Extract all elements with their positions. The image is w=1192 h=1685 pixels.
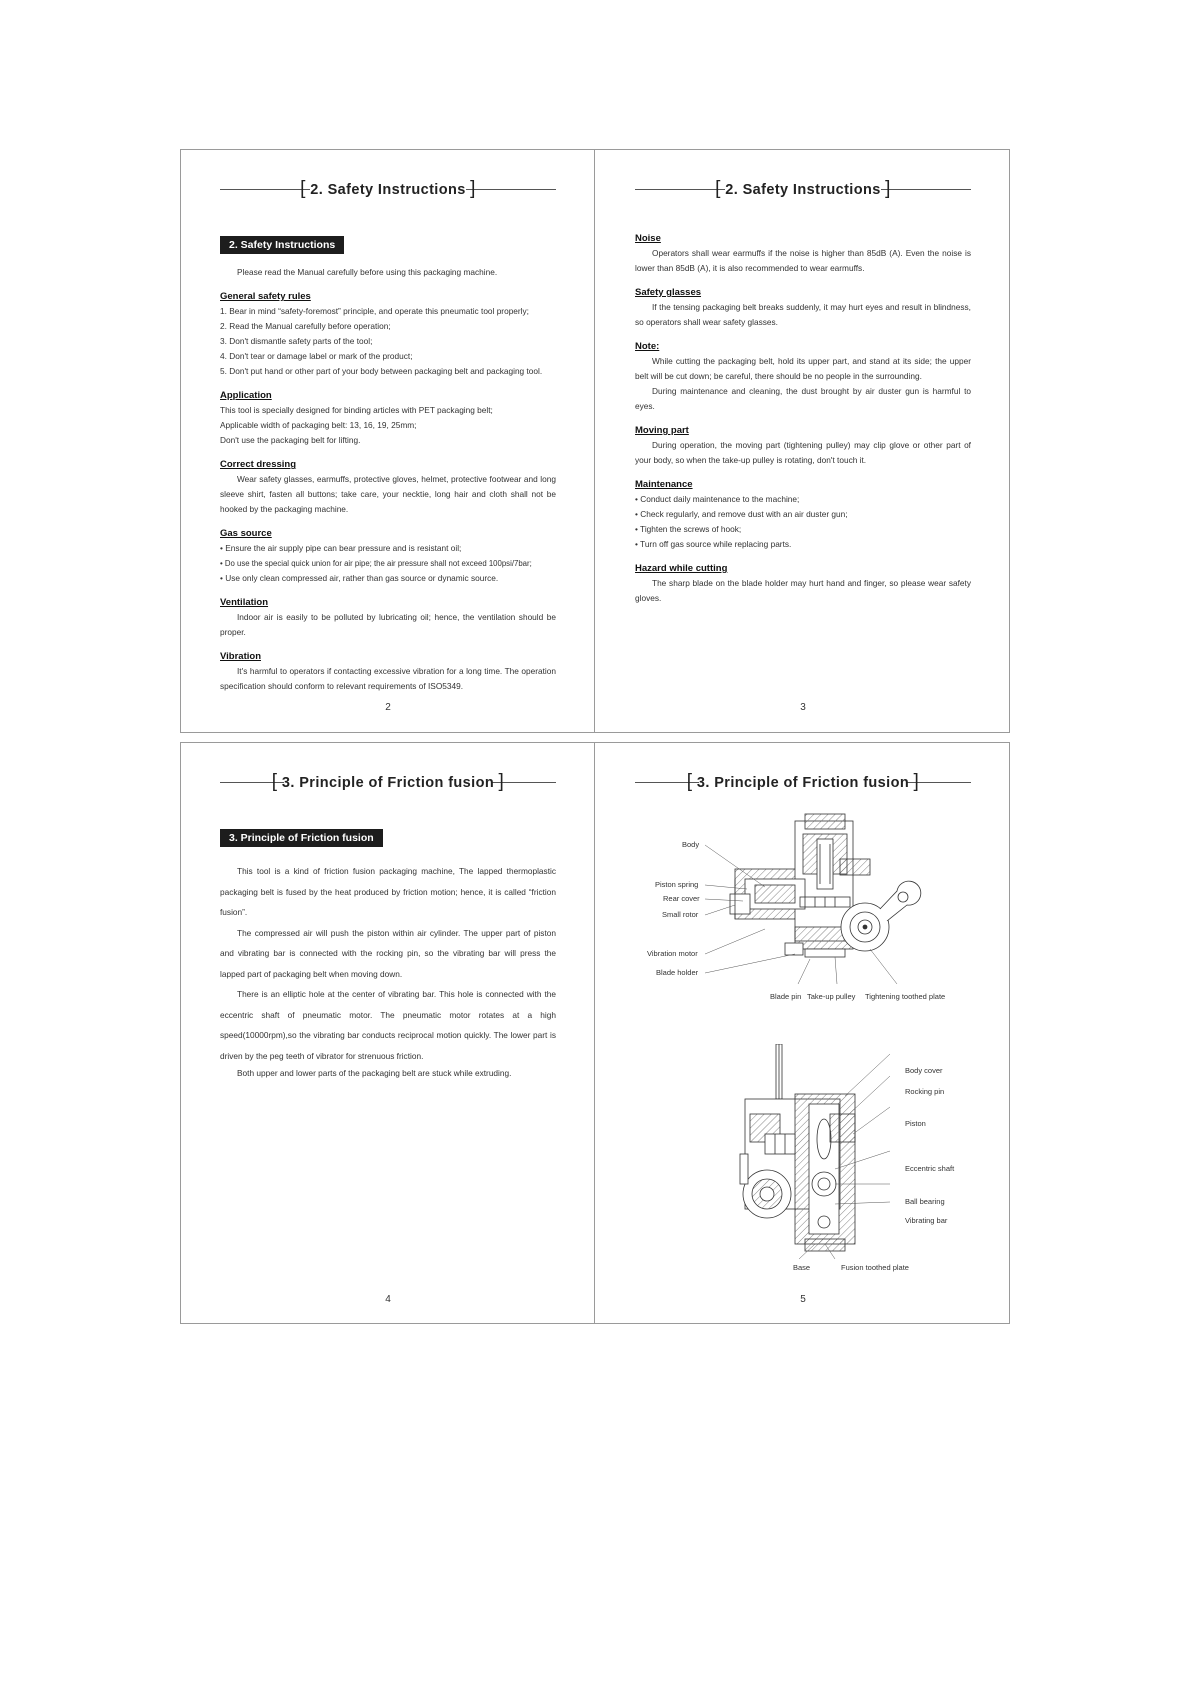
paragraph: Operators shall wear earmuffs if the noise is higher than 85dB (A). Even the noise is lower than 85dB (A), it is also recommended to wear earmuffs.: [635, 248, 971, 273]
page-3: [635, 176, 971, 721]
section-title: Safety glasses: [635, 287, 702, 298]
paragraph: Indoor air is easily to be polluted by lubricating oil; hence, the ventilation should be proper.: [220, 612, 556, 637]
part-label: Base: [793, 1263, 811, 1272]
part-label: Vibration motor: [647, 949, 698, 958]
paragraph: It's harmful to operators if contacting excessive vibration for a long time. The operation specification should conform to relevant requirements of ISO5349.: [220, 666, 556, 691]
section-title: Moving part: [635, 425, 689, 436]
paragraph: While cutting the packaging belt, hold its upper part, and stand at its side; the upper belt will be cut down; be careful, there should be no people in the surrounding.: [635, 356, 971, 381]
paragraph: During maintenance and cleaning, the dust brought by air duster gun is harmful to eyes.: [635, 386, 971, 411]
page-header: [ 2. Safety Instructions ]: [220, 176, 556, 202]
paragraph: The compressed air will push the piston within air cylinder. The upper part of piston and vibrating bar is connected with the rocking pin, so the vibrating bar will press the lapped part of packaging belt when moving down.: [220, 927, 556, 979]
section-title: Note:: [635, 341, 660, 352]
part-label: Piston: [905, 1119, 926, 1128]
part-label: Small rotor: [662, 910, 699, 919]
paragraph: This tool is a kind of friction fusion packaging machine, The lapped thermoplastic packaging belt is fused by the heat produced by friction motion; hence, it is called “friction fusion”.: [220, 866, 556, 917]
section-title: Ventilation: [220, 597, 269, 608]
section-title: Gas source: [220, 528, 272, 539]
part-label: Piston spring: [655, 880, 699, 889]
list-item: • Conduct daily maintenance to the machine;: [635, 494, 800, 504]
paragraph: If the tensing packaging belt breaks suddenly, it may hurt eyes and result in blindness, so operators shall wear safety glasses.: [635, 302, 971, 327]
list-item: 4. Don't tear or damage label or mark of the product;: [220, 351, 413, 361]
list-item: • Use only clean compressed air, rather than gas source or dynamic source.: [220, 573, 499, 583]
part-label: Eccentric shaft: [905, 1164, 955, 1173]
page-4: [220, 769, 556, 1314]
page-header-text: 2. Safety Instructions: [310, 182, 466, 198]
list-item: Don't use the packaging belt for lifting.: [220, 435, 361, 445]
page-number: 3: [800, 702, 806, 713]
section-title: General safety rules: [220, 291, 311, 302]
paragraph: Wear safety glasses, earmuffs, protective gloves, helmet, protective footwear and long sleeve shirt, fasten all buttons; take care, your necktie, long hair and cloth shall not be hooked by the packaging machine.: [220, 474, 556, 514]
part-label: Rocking pin: [905, 1087, 945, 1096]
part-label: Take-up pulley: [807, 992, 856, 1001]
section-title: Hazard while cutting: [635, 563, 728, 574]
part-label: Body: [682, 840, 700, 849]
section-title: Maintenance: [635, 479, 693, 490]
part-label: Vibrating bar: [905, 1216, 948, 1225]
page-header-text: 2. Safety Instructions: [725, 182, 881, 198]
list-item: 1. Bear in mind “safety-foremost” principle, and operate this pneumatic tool properly;: [220, 306, 529, 316]
paragraph: Both upper and lower parts of the packaging belt are stuck while extruding.: [237, 1068, 512, 1078]
page-number: 4: [385, 1294, 391, 1305]
list-item: 5. Don't put hand or other part of your body between packaging belt and packaging tool.: [220, 366, 543, 376]
list-item: Applicable width of packaging belt: 13, 16, 19, 25mm;: [220, 420, 417, 430]
intro-text: Please read the Manual carefully before using this packaging machine.: [237, 267, 498, 277]
page-header: [ 3. Principle of Friction fusion ]: [220, 769, 556, 795]
page-header-text: 3. Principle of Friction fusion: [281, 775, 495, 791]
page-2: [220, 176, 556, 721]
section-badge: 2. Safety Instructions: [220, 236, 344, 254]
section-title: Application: [220, 390, 272, 401]
page-number: 5: [800, 1294, 806, 1305]
page-number: 2: [385, 702, 391, 713]
part-label: Fusion toothed plate: [841, 1263, 909, 1272]
list-item: • Do use the special quick union for air pipe; the air pressure shall not exceed 100psi/7bar;: [220, 559, 532, 568]
list-item: 2. Read the Manual carefully before operation;: [220, 321, 391, 331]
paragraph: During operation, the moving part (tightening pulley) may clip glove or other part of your body, so when the take-up pulley is rotating, don't touch it.: [635, 440, 971, 465]
list-item: 3. Don't dismantle safety parts of the tool;: [220, 336, 373, 346]
part-label: Ball bearing: [905, 1197, 945, 1206]
section-title: Vibration: [220, 651, 261, 662]
bottom-spread-fold: [594, 742, 595, 1324]
paragraph: There is an elliptic hole at the center of vibrating bar. This hole is connected with the eccentric shaft of pneumatic motor. The pneumatic motor rotates at a high speed(10000rpm),so the vibrating bar conducts reciprocal motion quickly. The lower part is driven by the peg teeth of vibrator for strenuous friction.: [220, 989, 556, 1061]
list-item: This tool is specially designed for binding articles with PET packaging belt;: [220, 405, 493, 415]
section-title: Noise: [635, 233, 661, 244]
part-label: Body cover: [905, 1066, 943, 1075]
cross-section-diagram-2: [735, 1044, 971, 1274]
page-5: [635, 769, 971, 1314]
page-header-text: 3. Principle of Friction fusion: [696, 775, 910, 791]
part-label: Tightening toothed plate: [865, 992, 946, 1001]
list-item: • Turn off gas source while replacing parts.: [635, 539, 792, 549]
top-spread-fold: [594, 149, 595, 733]
paragraph: The sharp blade on the blade holder may hurt hand and finger, so please wear safety gloves.: [635, 578, 971, 603]
section-badge: 3. Principle of Friction fusion: [220, 829, 383, 847]
page-header: [ 2. Safety Instructions ]: [635, 176, 971, 202]
list-item: • Tighten the screws of hook;: [635, 524, 742, 534]
page-header: [ 3. Principle of Friction fusion ]: [635, 769, 971, 795]
part-label: Blade pin: [770, 992, 802, 1001]
list-item: • Check regularly, and remove dust with an air duster gun;: [635, 509, 848, 519]
part-label: Rear cover: [663, 894, 700, 903]
list-item: • Ensure the air supply pipe can bear pressure and is resistant oil;: [220, 543, 462, 553]
part-label: Blade holder: [656, 968, 699, 977]
section-title: Correct dressing: [220, 459, 297, 470]
